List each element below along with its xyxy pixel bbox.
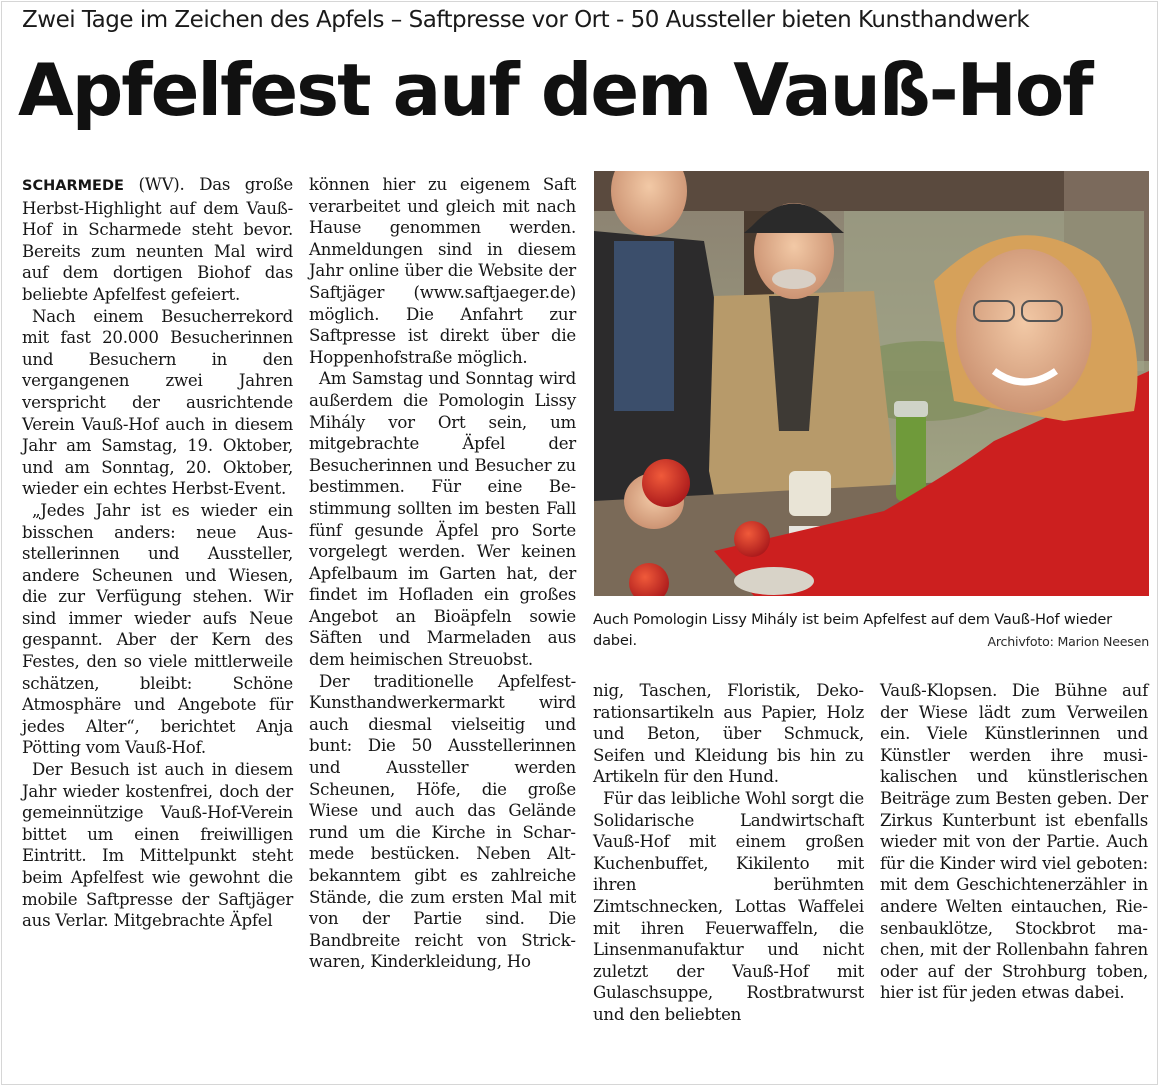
paragraph: „Jedes Jahr ist es wieder ein bisschen anders: neue Ausstellerinnen und Aussteller, andere Scheunen und Wiesen, die zur Verfügung stehen. Wir sind immer wieder aufs Neue gespannt. Aber der Kern des Festes, den so viele mittlerweile schätzen, bleibt: Schöne Atmosphäre und Angebote für jedes Alter“, berichtet Anja Pötting vom Vauß-Hof. [22,500,293,758]
paragraph: Am Samstag und Sonntag wird außerdem die Pomologin Lissy Mihály vor Ort sein, um mitgebrachte Äpfel der Besucherinnen und Besucher zu bestimmen. Für eine Bestimmung sollten im besten Fall fünf gesunde Äpfel pro Sorte vorgelegt werden. Wer keinen Apfelbaum im Garten hat, der findet im Hofladen ein großes Angebot an Bioäpfeln sowie Säften und Marmeladen aus dem heimischen Streuobst. [309,369,576,670]
photo-credit: Archivfoto: Marion Neesen [987,634,1149,649]
article-column-2 [309,174,576,973]
article-column-1 [22,174,293,932]
paragraph: Nach einem Besucherrekord mit fast 20.000 Besucherinnen und Besuchern in den vergangenen zwei Jahren verspricht der ausrichtende Verein Vauß-Hof auch in diesem Jahr am Samstag, 19. Oktober, und am Sonntag, 20. Oktober, wieder ein echtes Herbst-Event. [22,306,293,499]
paragraph: Der Besuch ist auch in diesem Jahr wieder kostenfrei, doch der gemeinnützige Vauß-Hof-Verein bittet um einen freiwilligen Eintritt. Im Mittelpunkt steht beim Apfelfest wie gewohnt die mobile Saftpresse der Saftjäger aus Verlar. Mitgebrachte Äpfel [22,760,293,931]
article-photo [594,171,1149,596]
paragraph: Der traditionelle Apfelfest-Kunsthandwerkermarkt wird auch diesmal vielseitig und bunt: Die 50 Ausstellerinnen und Aussteller werden Scheunen, Höfe, die große Wiese und auch das Gelände rund um die Kirche in Scharmede bestücken. Neben Altbekanntem gibt es zahlreiche Stände, die zum ersten Mal mit von der Partie sind. Die Bandbreite reicht von Strickwaren, Kinderkleidung, Ho [309,671,576,972]
photo-caption: Auch Pomologin Lissy Mihály ist beim Apfelfest auf dem Vauß-Hof wieder dabei. [593,611,1112,649]
paragraph: nig, Taschen, Floristik, Dekorationsartikeln aus Papier, Holz und Beton, über Schmuck, Seifen und Kleidung bis hin zu Artikeln für den Hund. [593,681,864,787]
article-headline: Apfelfest auf dem Vauß-Hof [18,48,1092,132]
paragraph: Für das leibliche Wohl sorgt die Solidarische Landwirtschaft Vauß-Hof mit einem großen Kuchenbuffet, Kikilento mit ihren berühmten Zimtschnecken, Lottas Waffelei mit ihren Feuerwaffeln, die Linsenmanufaktur und nicht zuletzt der Vauß-Hof mit Gulaschsuppe, Rostbratwurst und den beliebten [593,788,864,1024]
paragraph-text: (WV). Das große Herbst-Highlight auf dem Vauß-Hof in Scharmede steht bevor. Bereits zum neunten Mal wird auf dem dortigen Biohof das beliebte Apfelfest gefeiert. [22,175,293,304]
paragraph [22,174,293,306]
paragraph: können hier zu eigenem Saft verarbeitet und gleich mit nach Hause genommen werden. Anmeldungen sind in diesem Jahr online über die Website der Saftjäger (www.saftjaeger.de) möglich. Die Anfahrt zur Saftpresse ist direkt über die Hoppenhofstraße möglich. [309,175,576,367]
article-column-4 [880,680,1148,1004]
dateline: SCHARMEDE [22,178,124,194]
article-column-3 [593,680,864,1026]
article-kicker: Zwei Tage im Zeichen des Apfels – Saftpresse vor Ort - 50 Aussteller bieten Kunsthandwerk [22,7,1030,33]
paragraph: Vauß-Klopsen. Die Bühne auf der Wiese lädt zum Verweilen ein. Viele Künstlerinnen und Künstler werden ihre musikalischen und künstlerischen Beiträge zum Besten geben. Der Zirkus Kunterbunt ist ebenfalls wieder mit von der Partie. Auch für die Kinder wird viel geboten: mit dem Geschichtenerzähler in andere Welten eintauchen, Riesenbauklötze, Stockbrot machen, mit der Rollenbahn fahren oder auf der Strohburg toben, hier ist für jeden etwas dabei. [880,681,1148,1003]
